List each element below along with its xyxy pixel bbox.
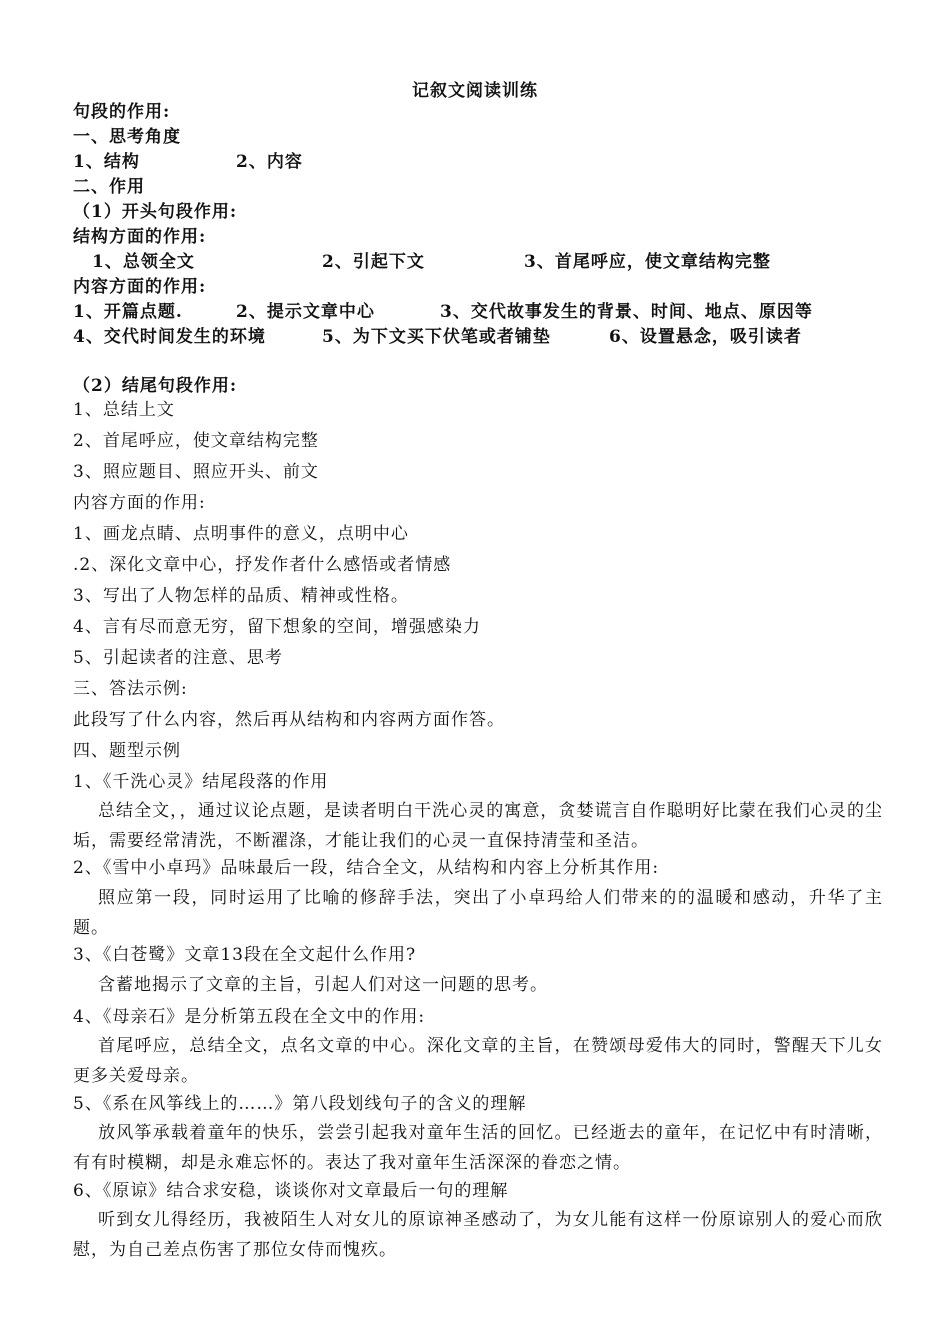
ending-content-item: 4、言有尽而意无穷，留下想象的空间，增强感染力	[73, 617, 481, 637]
ending-structure-item: 2、首尾呼应，使文章结构完整	[73, 431, 319, 451]
answer-heading: 三、答法示例:	[73, 679, 188, 699]
example-answer: 照应第一段，同时运用了比喻的修辞手法，突出了小卓玛给人们带来的的温暖和感动，升华了主题。	[73, 888, 883, 938]
example-answer: 听到女儿得经历，我被陌生人对女儿的原谅神圣感动了，为女儿能有这样一份原谅别人的爱心而欣慰，为自己差点伤害了那位女侍而愧疚。	[73, 1210, 883, 1260]
opening-content-item: 6、设置悬念，吸引读者	[609, 327, 802, 347]
example-question: 1、《千洗心灵》结尾段落的作用	[73, 772, 329, 792]
ending-content-item: 1、画龙点睛、点明事件的意义，点明中心	[73, 524, 409, 544]
example-question: 5、《系在风筝线上的……》第八段划线句子的含义的理解	[73, 1094, 527, 1114]
example-question: 3、《白苍鹭》文章13段在全文起什么作用?	[73, 945, 417, 965]
example-answer: 含蓄地揭示了文章的主旨，引起人们对这一问题的思考。	[98, 975, 548, 995]
opening-content-heading: 内容方面的作用:	[73, 277, 207, 297]
section-heading: 句段的作用:	[73, 102, 171, 122]
example-question: 6、《原谅》结合求安稳，谈谈你对文章最后一句的理解	[73, 1181, 509, 1201]
example-answer: 放风筝承载着童年的快乐，尝尝引起我对童年生活的回忆。已经逝去的童年，在记忆中有时清晰，有有时模糊，却是永难忘怀的。表达了我对童年生活深深的眷恋之情。	[73, 1123, 883, 1173]
example-question: 2、《雪中小卓玛》品味最后一段，结合全文，从结构和内容上分析其作用:	[73, 858, 660, 878]
answer-text: 此段写了什么内容，然后再从结构和内容两方面作答。	[73, 710, 505, 730]
angle-content: 2、内容	[236, 152, 303, 172]
ending-structure-item: 1、总结上文	[73, 400, 175, 420]
opening-structure-item: 3、首尾呼应，使文章结构完整	[524, 252, 771, 272]
ending-structure-item: 3、照应题目、照应开头、前文	[73, 462, 319, 482]
example-answer: 总结全文，，通过议论点题，是读者明白干洗心灵的寓意，贪婪谎言自作聪明好比蒙在我们心灵的尘垢，需要经常清洗，不断濯涤，才能让我们的心灵一直保持清莹和圣洁。	[73, 801, 883, 851]
ending-content-item: 5、引起读者的注意、思考	[73, 648, 283, 668]
ending-content-heading: 内容方面的作用:	[73, 493, 206, 513]
opening-content-item: 4、交代时间发生的环境	[73, 327, 266, 347]
opening-structure-item: 1、总领全文	[92, 252, 195, 272]
opening-heading: （1）开头句段作用:	[73, 202, 238, 222]
angle-heading: 一、思考角度	[73, 127, 181, 147]
opening-content-item: 3、交代故事发生的背景、时间、地点、原因等	[440, 302, 813, 322]
opening-structure-heading: 结构方面的作用:	[73, 227, 207, 247]
opening-content-item: 1、开篇点题.	[73, 302, 183, 322]
examples-heading: 四、题型示例	[73, 741, 181, 761]
example-question: 4、《母亲石》是分析第五段在全文中的作用:	[73, 1007, 426, 1027]
ending-content-item: 3、写出了人物怎样的品质、精神或性格。	[73, 586, 409, 606]
example-answer: 首尾呼应，总结全文，点名文章的中心。深化文章的主旨，在赞颂母爱伟大的同时，警醒天下儿女更多关爱母亲。	[73, 1036, 883, 1086]
document-title: 记叙文阅读训练	[412, 81, 538, 101]
opening-content-item: 2、提示文章中心	[236, 302, 375, 322]
opening-content-item: 5、为下文买下伏笔或者铺垫	[322, 327, 551, 347]
ending-heading: （2）结尾句段作用:	[73, 376, 238, 396]
angle-structure: 1、结构	[73, 152, 140, 172]
opening-structure-item: 2、引起下文	[322, 252, 425, 272]
ending-content-item: .2、深化文章中心，抒发作者什么感悟或者情感	[73, 555, 452, 575]
role-heading: 二、作用	[73, 177, 145, 197]
